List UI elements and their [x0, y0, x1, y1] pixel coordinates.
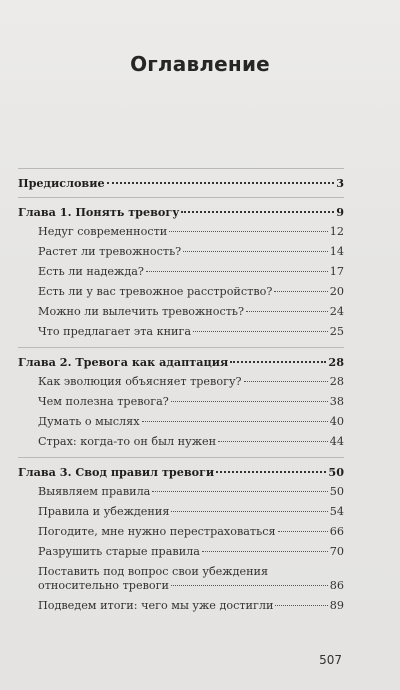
dot-leader: [171, 400, 328, 402]
toc-entry-label: Поставить под вопрос свои убеждения: [38, 565, 269, 578]
toc-page-number: 17: [329, 265, 344, 278]
toc-entry-label: Недуг современности: [38, 225, 168, 238]
toc-entry: [18, 285, 344, 305]
toc-chapter-3: [18, 458, 344, 485]
toc-page-number: 28: [328, 355, 344, 369]
toc-entry-label: Есть ли у вас тревожное расстройство?: [38, 285, 273, 298]
toc-entry-label: Что предлагает эта книга: [38, 325, 192, 338]
dot-leader: [152, 490, 327, 492]
toc-page-number: 24: [329, 305, 344, 318]
toc-chapter-label: Глава 3. Свод правил тревоги: [18, 465, 215, 479]
toc-page-number: 38: [329, 395, 344, 408]
toc-chapter-label: Глава 1. Понять тревогу: [18, 205, 180, 219]
toc-entry-label: Есть ли надежда?: [38, 265, 144, 278]
toc-entry-label: Как эволюция объясняет тревогу?: [38, 375, 242, 388]
dot-leader: [171, 584, 328, 586]
toc-page-number: 28: [329, 375, 344, 388]
toc-entry-label: Подведем итоги: чего мы уже достигли: [38, 599, 274, 612]
toc-entry: [18, 599, 344, 619]
toc-page-number: 89: [329, 599, 344, 612]
table-of-contents: [18, 168, 344, 619]
toc-entry: [18, 225, 344, 245]
toc-entry-label: Страх: когда-то он был нужен: [38, 435, 217, 448]
toc-entry-label: Чем полезна тревога?: [38, 395, 169, 408]
dot-leader: [183, 250, 328, 252]
toc-entry-label: Предисловие: [18, 176, 105, 190]
dot-leader: [142, 420, 328, 422]
toc-page-number: 3: [336, 176, 344, 190]
dot-leader: [246, 310, 328, 312]
toc-page-number: 14: [329, 245, 344, 258]
toc-page-number: 50: [329, 485, 344, 498]
dot-leader: [244, 380, 328, 382]
toc-entry: [18, 565, 344, 599]
dot-leader: [230, 360, 326, 363]
toc-entry: [18, 545, 344, 565]
toc-chapter-label: Глава 2. Тревога как адаптация: [18, 355, 229, 369]
toc-entry: [18, 375, 344, 395]
toc-entry: [18, 505, 344, 525]
toc-entry-label: Погодите, мне нужно перестраховаться: [38, 525, 276, 538]
toc-page-number: 20: [329, 285, 344, 298]
dot-leader: [107, 181, 335, 184]
toc-entry-label: Растет ли тревожность?: [38, 245, 182, 258]
page-title: Оглавление: [130, 52, 270, 76]
dot-leader: [202, 550, 328, 552]
toc-page-number: 54: [329, 505, 344, 518]
toc-page-number: 12: [329, 225, 344, 238]
toc-entry: [18, 245, 344, 265]
toc-entry-preface: [18, 169, 344, 197]
toc-entry: [18, 395, 344, 415]
toc-entry: [18, 325, 344, 347]
toc-page-number: 25: [329, 325, 344, 338]
dot-leader: [218, 440, 328, 442]
toc-entry: [18, 265, 344, 285]
toc-page-number: 86: [329, 579, 344, 592]
dot-leader: [169, 230, 328, 232]
toc-entry-label: Правила и убеждения: [38, 505, 170, 518]
dot-leader: [278, 530, 328, 532]
toc-entry-label: Думать о мыслях: [38, 415, 140, 428]
toc-entry: [18, 525, 344, 545]
toc-chapter-2: [18, 348, 344, 375]
toc-entry: [18, 435, 344, 457]
dot-leader: [274, 290, 327, 292]
toc-page-number: 9: [336, 205, 344, 219]
page-number: 507: [319, 653, 342, 667]
toc-page-number: 44: [329, 435, 344, 448]
toc-entry-label-continued: относительно тревоги: [38, 579, 169, 592]
toc-entry: [18, 415, 344, 435]
toc-entry-label: Можно ли вылечить тревожность?: [38, 305, 245, 318]
dot-leader: [275, 604, 327, 606]
dot-leader: [181, 210, 334, 213]
toc-page-number: 70: [329, 545, 344, 558]
toc-page-number: 40: [329, 415, 344, 428]
dot-leader: [171, 510, 327, 512]
toc-chapter-1: [18, 198, 344, 225]
toc-page-number: 66: [329, 525, 344, 538]
dot-leader: [193, 330, 328, 332]
dot-leader: [146, 270, 328, 272]
dot-leader: [216, 470, 326, 473]
toc-entry-label: Выявляем правила: [38, 485, 151, 498]
toc-entry: [18, 305, 344, 325]
toc-entry: [18, 485, 344, 505]
toc-page-number: 50: [328, 465, 344, 479]
toc-entry-label: Разрушить старые правила: [38, 545, 200, 558]
